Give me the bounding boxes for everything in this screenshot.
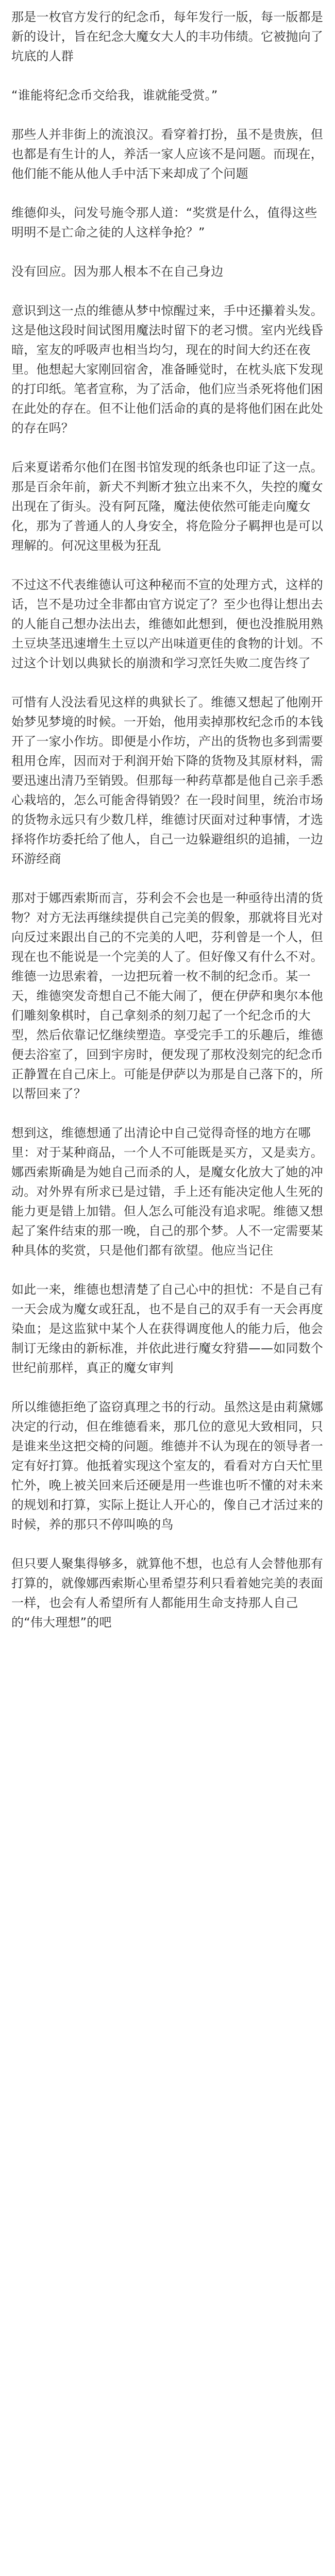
paragraph: 没有回应。因为那人根本不在自己身边 [11, 264, 224, 279]
paragraph: 不过这不代表维德认可这种秘而不宣的处理方式，这样的话，岂不是功过全非都由官方说定了？至少也得让想出去的人能自己想办法出去，维德如此想到，便也没推脱用熟土豆块茎迅速增生土豆以产出味道更佳的食物的计划。不过这个计划以典狱长的崩溃和学习烹饪失败二度告终了 [11, 578, 323, 670]
paragraph: 但只要人聚集得够多，就算他不想，也总有人会替他那有打算的，就像娜西索斯心里希望芬利只看着她完美的表面一样，也会有人希望所有人都能用生命支持那人自己的“伟大理想”的吧 [11, 1556, 323, 1630]
paragraph: “谁能将纪念币交给我，谁就能受赏。” [11, 88, 218, 103]
paragraph: 那对于娜西索斯而言，芬利会不会也是一种亟待出清的货物？对方无法再继续提供自己完美的假象，那就将目光对向反过来跟出自己的不完美的人吧，芬利曾是一个人，但现在也不能说是一个完美的人了。但好像又有什么不对。维德一边思索着，一边把玩着一枚不制的纪念币。某一天，维德突发奇想自己不能大闹了，便在伊萨和奥尔本他们雕刻象棋时，自己拿刻杀的刻刀起了一个纪念币的大型，然后依靠记忆继续塑造。享受完手工的乐趣后，维德便去浴室了，回到宇房时，便发现了那枚没刻完的纪念币正静置在自己床上。可能是伊萨以为那是自己落下的，所以帮回来了？ [11, 891, 323, 1101]
article-body [11, 7, 324, 1632]
paragraph: 所以维德拒绝了盗窃真理之书的行动。虽然这是由莉黛娜决定的行动，但在维德看来，那几位的意见大致相同，只是谁来坐这把交椅的问题。维德并不认为现在的领导者一定有好打算。他抵着实现这个室友的，看看对方白天忙里忙外，晚上被关回来后还硬是用一些谁也听不懂的对未来的规划和打算，实际上挺让人开心的，像自己才活过来的时候，养的那只不停叫唤的鸟 [11, 1400, 323, 1532]
paragraph: 那是一枚官方发行的纪念币，每年发行一版，每一版都是新的设计，旨在纪念大魔女大人的丰功伟绩。它被抛向了坑底的人群 [11, 10, 323, 63]
paragraph: 意识到这一点的维德从梦中惊醒过来，手中还攥着头发。这是他这段时间试图用魔法时留下的老习惯。室内光线昏暗，室友的呼吸声也相当均匀，现在的时间大约还在夜里。他想起大家刚回宿舍，准备睡觉时，在枕头底下发现的打印纸。笔者宣称，为了活命，他们应当杀死将他们困在此处的存在。但不让他们活命的真的是将他们困在此处的存在吗？ [11, 303, 323, 435]
paragraph: 维德仰头，问发号施令那人道：“奖赏是什么，值得这些明明不是亡命之徒的人这样争抢？” [11, 206, 317, 240]
paragraph: 后来夏诺希尔他们在图书馆发现的纸条也印证了这一点。那是百余年前，新犬不判断才独立出来不久，失控的魔女出现在了街头。没有阿瓦隆，魔法使依然可能走向魔女化，那为了普通人的人身安全，将危险分子羁押也是可以理解的。何况这里极为狂乱 [11, 460, 323, 553]
paragraph: 可惜有人没法看见这样的典狱长了。维德又想起了他刚开始梦见梦境的时候。一开始，他用卖掉那枚纪念币的本钱开了一家小作坊。即便是小作坊，产出的货物也多到需要租用仓库，因而对于利润开始下降的货物及其原材料，需要迅速出清乃至销毁。但那每一种药草都是他自己亲手悉心栽培的，怎么可能舍得销毁？在一段时间里，统治市场的货物永远只有少数几样，维德讨厌面对过种事情，才选择将作坊委托给了他人，自己一边躲避组织的追捕，一边环游经商 [11, 695, 323, 866]
paragraph: 想到这，维德想通了出清论中自己觉得奇怪的地方在哪里：对于某种商品，一个人不可能既是买方，又是卖方。娜西索斯确是为她自己而杀的人，是魔女化放大了她的冲动。对外界有所求已是过错，手上还有能决定他人生死的能力更是错上加错。但人怎么可能没有追求呢。维德又想起了案件结束的那一晚，自己的那个梦。人不一定需要某种具体的奖赏，只是他们都有欲望。他应当记住 [11, 1126, 323, 1258]
paragraph: 如此一来，维德也想清楚了自己心中的担忧：不是自己有一天会成为魔女或狂乱，也不是自己的双手有一天会再度染血；是这监狱中某个人在获得调度他人的能力后，他会制订无缘由的新标准，并依此进行魔女狩猎——如同数个世纪前那样，真正的魔女审判 [11, 1282, 323, 1375]
paragraph: 那些人并非街上的流浪汉。看穿着打扮，虽不是贵族，但也都是有生计的人，养活一家人应该不是问题。而现在，他们能不能从他人手中活下来却成了个问题 [11, 127, 323, 181]
